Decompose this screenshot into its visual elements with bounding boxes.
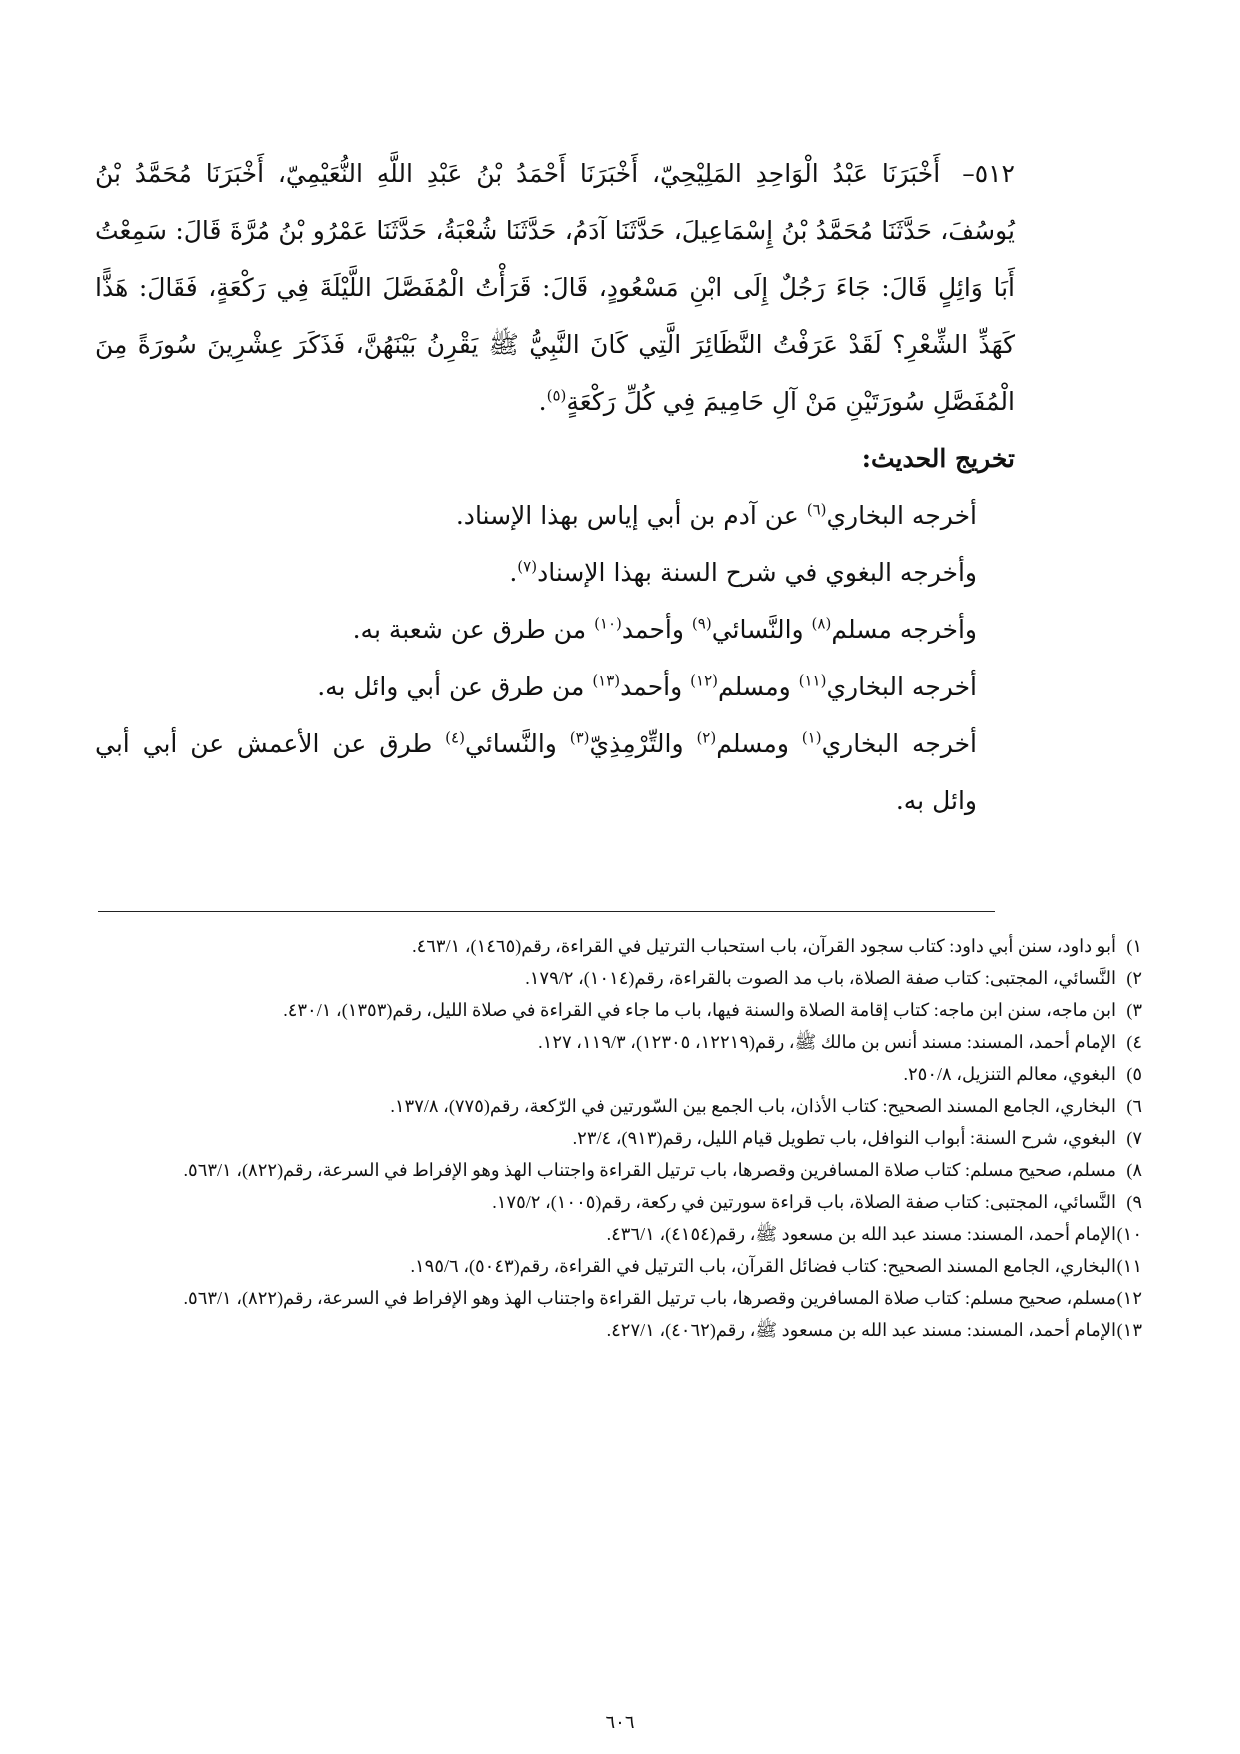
footnote-ref: (٩) [691,614,712,633]
takhrij-text: أخرجه البخاري [826,501,977,530]
takhrij-text: والنَّسائي [464,729,570,758]
footnote [98,1314,1142,1346]
footnote-ref: (١٣) [592,671,621,690]
footnote-ref: (٧) [517,557,538,576]
footnote-number: ١١) [1116,1256,1142,1276]
takhrij-line [95,715,977,829]
footnote-text: الإمام أحمد، المسند: مسند عبد الله بن مسعود ﷺ، رقم(٤١٥٤)، ٤٣٦/١. [606,1224,1116,1244]
takhrij-text: . [509,558,518,587]
takhrij-text: وأخرجه مسلم [831,615,977,644]
takhrij-line [95,544,977,601]
footnote-text: أبو داود، سنن أبي داود: كتاب سجود القرآن، باب استحباب الترتيل في القراءة، رقم(١٤٦٥)، ٤٦٣/١. [412,936,1116,956]
footnote-number: ٥) [1126,1064,1142,1084]
takhrij-text: وأحمد [621,615,692,644]
footnote-ref: (١١) [798,671,827,690]
takhrij-text: والتِّرْمِذِيّ [589,729,697,758]
takhrij-text: من طرق عن شعبة به. [352,615,595,644]
main-text [95,145,1015,829]
takhrij-line [95,658,977,715]
footnote-ref: (٦) [806,500,827,519]
footnote [98,1218,1142,1250]
footnote-ref: (٣) [569,728,590,747]
footnote-text: البخاري، الجامع المسند الصحيح: كتاب الأذان، باب الجمع بين السّورتين في الرّكعة، رقم(٧٧٥)، ١٣٧/٨. [390,1096,1116,1116]
footnote-ref: (٢) [696,728,717,747]
hadith-end: . [538,387,547,416]
footnote-separator [98,911,995,912]
footnote [98,1154,1142,1186]
hadith-text: أَخْبَرَنَا عَبْدُ الْوَاحِدِ المَلِيْحِيّ، أَخْبَرَنَا أَحْمَدُ بْنُ عَبْدِ اللَّهِ النُّعَيْمِيّ، أَخْبَرَنَا مُحَمَّدُ بْنُ يُوسُفَ، حَدَّثَنَا مُحَمَّدُ بْنُ إِسْمَاعِيلَ، حَدَّثَنَا آدَمُ، حَدَّثَنَا شُعْبَةُ، حَدَّثَنَا عَمْرُو بْنُ مُرَّةَ قَالَ: سَمِعْتُ أَبَا وَائِلٍ قَالَ: جَاءَ رَجُلٌ إِلَى ابْنِ مَسْعُودٍ، قَالَ: قَرَأْتُ الْمُفَصَّلَ اللَّيْلَةَ فِي رَكْعَةٍ، فَقَالَ: هَذًّا كَهَذِّ الشِّعْرِ؟ لَقَدْ عَرَفْتُ النَّظَائِرَ الَّتِي كَانَ النَّبِيُّ ﷺ يَقْرِنُ بَيْنَهُنَّ، فَذَكَرَ عِشْرِينَ سُورَةً مِنَ الْمُفَصَّلِ سُورَتَيْنِ مَنْ آلِ حَامِيمَ فِي كُلِّ رَكْعَةٍ [95,159,1015,416]
footnote [98,1282,1142,1314]
footnote-number: ٦) [1126,1096,1142,1116]
takhrij-text: أخرجه البخاري [826,672,977,701]
footnote [98,1186,1142,1218]
footnote [98,1026,1142,1058]
footnote-number: ٢) [1126,968,1142,988]
footnote-text: مسلم، صحيح مسلم: كتاب صلاة المسافرين وقصرها، باب ترتيل القراءة واجتناب الهذ وهو الإفراط في السرعة، رقم(٨٢٢)، ٥٦٣/١. [183,1160,1116,1180]
footnote [98,1122,1142,1154]
footnote-number: ٣) [1126,1000,1142,1020]
takhrij-line [95,601,977,658]
footnote-text: النَّسائي، المجتبى: كتاب صفة الصلاة، باب مد الصوت بالقراءة، رقم(١٠١٤)، ١٧٩/٢. [525,968,1116,988]
footnote-ref: (٨) [811,614,832,633]
hadith-footnote-ref: (٥) [546,386,567,405]
footnotes [98,930,1142,1346]
takhrij-text: وأحمد [620,672,691,701]
hadith-paragraph [95,145,1015,430]
hadith-number: ٥١٢– [962,159,1015,188]
footnote-text: البغوي، شرح السنة: أبواب النوافل، باب تطويل قيام الليل، رقم(٩١٣)، ٢٣/٤. [572,1128,1116,1148]
footnote [98,1090,1142,1122]
footnote [98,962,1142,994]
takhrij-text: عن آدم بن أبي إياس بهذا الإسناد. [455,501,807,530]
footnote-ref: (١) [801,728,822,747]
footnote-number: ٧) [1126,1128,1142,1148]
footnote [98,994,1142,1026]
footnote-text: مسلم، صحيح مسلم: كتاب صلاة المسافرين وقصرها، باب ترتيل القراءة واجتناب الهذ وهو الإفراط في السرعة، رقم(٨٢٢)، ٥٦٣/١. [183,1288,1116,1308]
footnote-number: ١٢) [1116,1288,1142,1308]
takhrij-text: من طرق عن أبي وائل به. [317,672,593,701]
footnote-number: ١٠) [1116,1224,1142,1244]
takhrij-text: وأخرجه البغوي في شرح السنة بهذا الإسناد [537,558,977,587]
footnote [98,930,1142,962]
footnote-number: ٩) [1126,1192,1142,1212]
takhrij-section [95,487,1015,829]
footnote-ref: (١٠) [594,614,622,633]
takhrij-text: أخرجه البخاري [821,729,977,758]
footnote-text: البخاري، الجامع المسند الصحيح: كتاب فضائل القرآن، باب الترتيل في القراءة، رقم(٥٠٤٣)، ١٩٥/٦. [410,1256,1116,1276]
footnote-number: ٤) [1126,1032,1142,1052]
footnote-text: النَّسائي، المجتبى: كتاب صفة الصلاة، باب قراءة سورتين في ركعة، رقم(١٠٠٥)، ١٧٥/٢. [492,1192,1116,1212]
footnote-number: ١) [1126,936,1142,956]
footnote-ref: (١٢) [690,671,718,690]
takhrij-heading: تخريج الحديث: [861,444,1015,473]
footnote-text: البغوي، معالم التنزيل، ٢٥٠/٨. [903,1064,1116,1084]
footnote [98,1058,1142,1090]
page-number: ٦٠٦ [605,1712,635,1732]
takhrij-text: ومسلم [718,672,799,701]
footnote-text: الإمام أحمد، المسند: مسند عبد الله بن مسعود ﷺ، رقم(٤٠٦٢)، ٤٢٧/١. [606,1320,1116,1340]
takhrij-text: طرق عن الأعمش عن أبي أبي وائل به. [95,729,977,815]
takhrij-text: ومسلم [716,729,802,758]
footnote-text: ابن ماجه، سنن ابن ماجه: كتاب إقامة الصلاة والسنة فيها، باب ما جاء في القراءة في صلاة الليل، رقم(١٣٥٣)، ٤٣٠/١. [283,1000,1116,1020]
footnote-ref: (٤) [445,728,465,747]
takhrij-text: والنَّسائي [711,615,812,644]
footnote-text: الإمام أحمد، المسند: مسند أنس بن مالك ﷺ، رقم(١٢٢١٩، ١٢٣٠٥)، ١١٩/٣، ١٢٧. [538,1032,1116,1052]
footnote-number: ٨) [1126,1160,1142,1180]
footnote-number: ١٣) [1116,1320,1142,1340]
footnote [98,1250,1142,1282]
takhrij-line [95,487,977,544]
